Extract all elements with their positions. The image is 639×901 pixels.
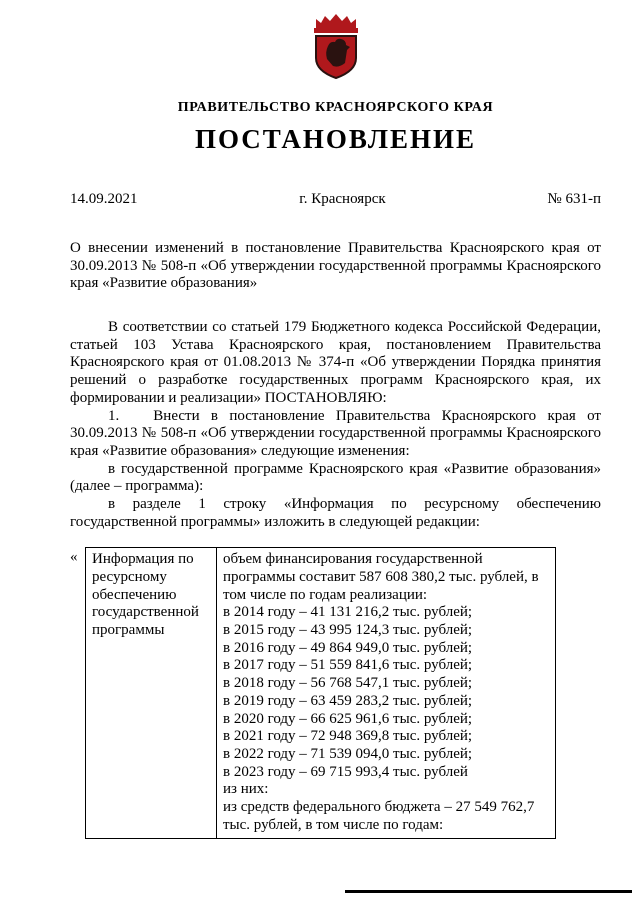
doc-meta-row: [70, 191, 601, 208]
value-line: в 2015 году – 43 995 124,3 тыс. рублей;: [223, 622, 473, 639]
body-paragraph: В соответствии со статьей 179 Бюджетного кодекса Российской Федерации, статьей 103 Устава Красноярского края, постановлением Правительства Красноярского края от 01.08.2013 № 374-п «Об утверждении Порядка принятия решений о разработке государственных программ Красноярского края, их формировании и реализации» ПОСТАНОВЛЯЮ:: [70, 319, 601, 406]
body-paragraphs: [70, 319, 601, 531]
doc-place: г. Красноярск: [299, 191, 386, 207]
value-line: из средств федерального бюджета – 27 549 762,7 тыс. рублей, в том числе по годам:: [223, 798, 535, 833]
opening-quote: «: [70, 549, 78, 566]
value-line: объем финансирования государственной программы составит 587 608 380,2 тыс. рублей, в том числе по годам реализации:: [223, 551, 539, 603]
crown-base-shape: [314, 28, 358, 33]
value-line: в 2022 году – 71 539 094,0 тыс. рублей;: [223, 745, 473, 762]
table-row: [86, 548, 556, 839]
amendment-table-wrap: [70, 547, 601, 839]
doc-type-title: ПОСТАНОВЛЕНИЕ: [194, 124, 477, 154]
value-line: в 2017 году – 51 559 841,6 тыс. рублей;: [223, 657, 473, 674]
body-paragraph: в разделе 1 строку «Информация по ресурсному обеспечению государственной программы» изложить в следующей редакции:: [70, 495, 601, 530]
doc-date: 14.09.2021: [70, 191, 138, 207]
doc-number: № 631-п: [547, 191, 601, 207]
emblem-container: [70, 10, 601, 84]
value-line: в 2016 году – 49 864 949,0 тыс. рублей;: [223, 639, 473, 656]
doc-subject: О внесении изменений в постановление Правительства Красноярского края от 30.09.2013 № 508-п «Об утверждении государственной программы Красноярского края «Развитие образования»: [70, 240, 601, 292]
value-line: в 2018 году – 56 768 547,1 тыс. рублей;: [223, 675, 473, 692]
org-name: ПРАВИТЕЛЬСТВО КРАСНОЯРСКОГО КРАЯ: [177, 100, 494, 115]
value-line: в 2023 году – 69 715 993,4 тыс. рублей: [223, 763, 468, 780]
value-line: в 2014 году – 41 131 216,2 тыс. рублей;: [223, 604, 473, 621]
coat-of-arms-icon: [308, 12, 364, 82]
row-value-lines: [223, 551, 549, 834]
row-label-cell: Информация по ресурсному обеспечению государственной программы: [86, 548, 217, 839]
value-line: в 2020 году – 66 625 961,6 тыс. рублей;: [223, 710, 473, 727]
value-line: в 2019 году – 63 459 283,2 тыс. рублей;: [223, 692, 473, 709]
amendment-table: [85, 547, 556, 839]
value-line: из них:: [223, 781, 269, 798]
row-value-cell: [217, 548, 556, 839]
crown-shape: [316, 14, 356, 28]
page-edge-line: [345, 890, 632, 893]
body-paragraph: в государственной программе Красноярского края «Развитие образования» (далее – программа):: [70, 460, 601, 495]
value-line: в 2021 году – 72 948 369,8 тыс. рублей;: [223, 728, 473, 745]
body-paragraph: 1. Внести в постановление Правительства Красноярского края от 30.09.2013 № 508-п «Об утверждении государственной программы Красноярского края «Развитие образования» следующие изменения:: [70, 407, 601, 459]
